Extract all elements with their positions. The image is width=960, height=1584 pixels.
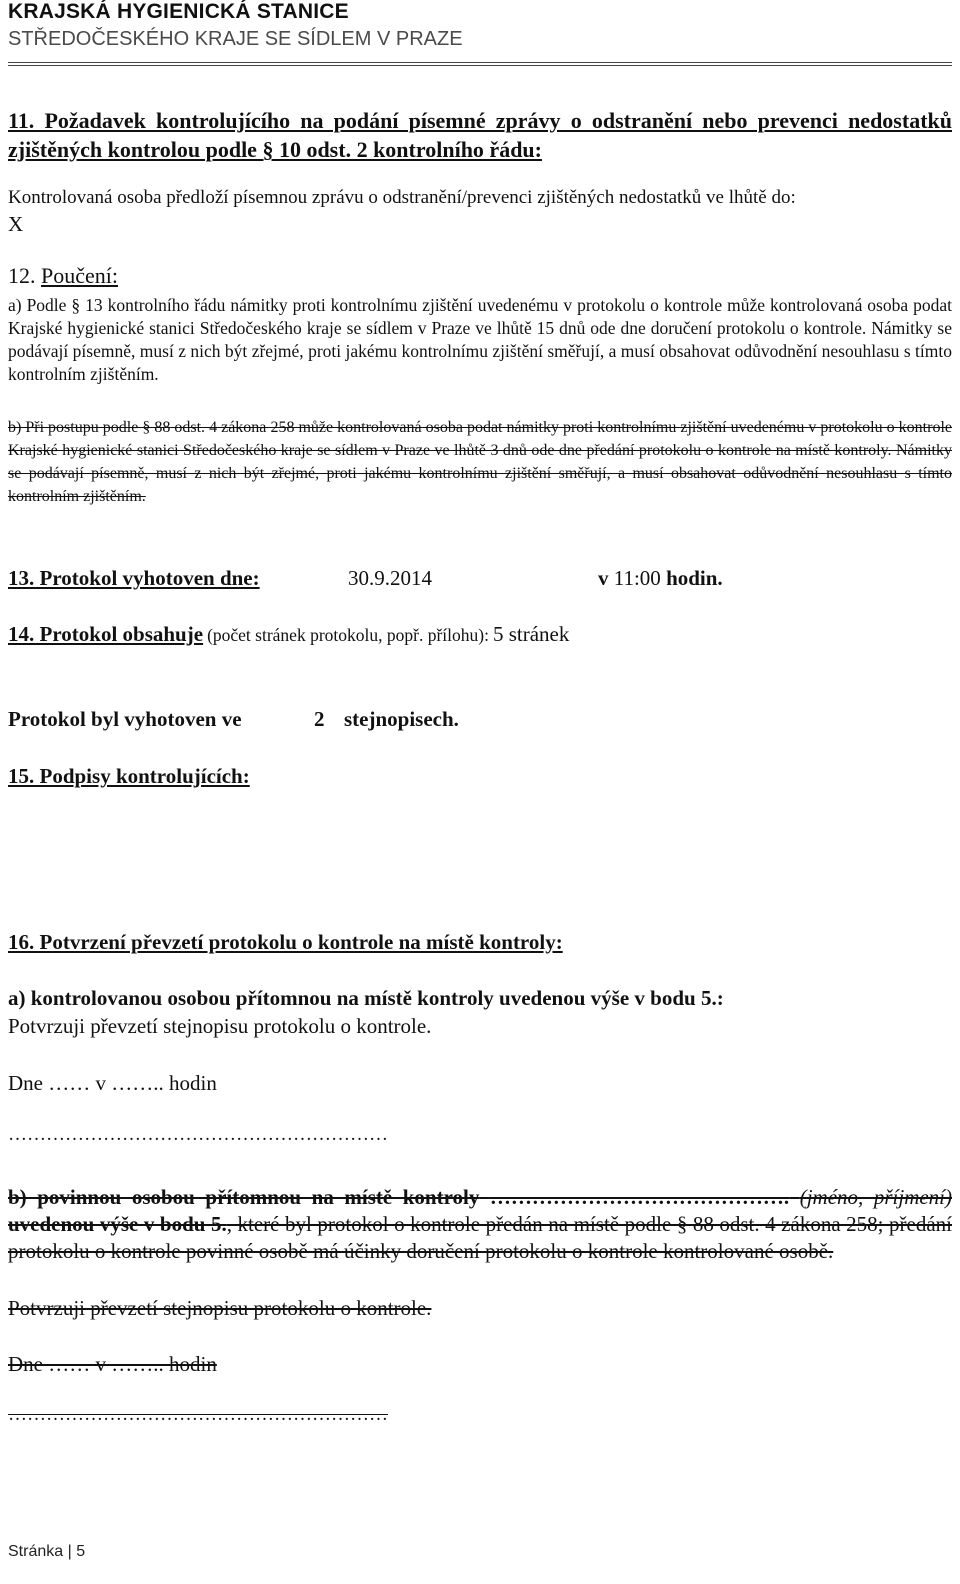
section-15-title: 15. Podpisy kontrolujících: xyxy=(8,764,250,788)
section-14 xyxy=(8,622,569,647)
section-16-a-date-line: Dne …… v …….. hodin xyxy=(8,1071,217,1095)
copies-count: 2 xyxy=(314,707,325,731)
section-16-b-name: (jméno, příjmení) xyxy=(799,1185,953,1209)
header-divider-2 xyxy=(8,65,952,66)
header-divider xyxy=(8,62,952,63)
section-12-title: Poučení: xyxy=(41,263,118,288)
section-16-a-title: a) kontrolovanou osobou přítomnou na místě kontroly uvedenou výše v bodu 5.: xyxy=(8,986,724,1010)
section-13-v: v xyxy=(598,566,609,590)
section-16-b-text: Potvrzuji převzetí stejnopisu protokolu o kontrole. xyxy=(8,1296,432,1320)
section-14-note: (počet stránek protokolu, popř. přílohu): xyxy=(207,625,489,645)
section-11-text: Kontrolovaná osoba předloží písemnou zprávu o odstranění/prevenci zjištěných nedostatků ve lhůtě do: xyxy=(8,187,796,208)
section-11-value: X xyxy=(8,212,24,236)
section-16-b-dots: ……………………………………. xyxy=(489,1185,790,1209)
section-14-value: 5 stránek xyxy=(492,622,570,646)
org-name: KRAJSKÁ HYGIENICKÁ STANICE xyxy=(8,0,349,23)
section-13-label: 13. Protokol vyhotoven dne: xyxy=(8,566,260,590)
section-14-label: 14. Protokol obsahuje xyxy=(8,622,204,646)
copies-unit: stejnopisech. xyxy=(344,707,459,731)
section-12-a: a) Podle § 13 kontrolního řádu námitky proti kontrolnímu zjištění uvedenému v protokolu o kontrole může kontrolovaná osoba podat Krajské hygienické stanici Středočeského kraje se sídlem v Praze ve lhůtě 15 dnů ode dne doručení protokolu o kontrole. Námitky se podávají písemně, musí z nich být zřejmé, proti jakému kontrolnímu zjištění směřují, a musí obsahovat odůvodnění nesouhlasu s tímto kontrolním zjištěním. xyxy=(8,295,952,384)
section-16-a-signature-line: …………………………………………………… xyxy=(8,1124,388,1145)
section-16-b xyxy=(8,1184,952,1265)
section-12-b: b) Při postupu podle § 88 odst. 4 zákona 258 může kontrolovaná osoba podat námitky proti kontrolnímu zjištění uvedenému v protokolu o kontrole Krajské hygienické stanici Středočeského kraje se sídlem v Praze ve lhůtě 3 dnů ode dne předání protokolu o kontrole na místě kontroly. Námitky se podávají písemně, musí z nich být zřejmé, proti jakému kontrolnímu zjištění směřují, a musí obsahovat odůvodnění nesouhlasu s tímto kontrolním zjištěním. xyxy=(8,419,952,505)
section-16-a-text: Potvrzuji převzetí stejnopisu protokolu o kontrole. xyxy=(8,1014,432,1038)
section-13-hodin: hodin. xyxy=(666,566,723,590)
section-16-b-signature-line: …………………………………………………… xyxy=(8,1404,388,1425)
section-12-number: 12. xyxy=(8,263,36,288)
copies-label: Protokol byl vyhotoven ve xyxy=(8,707,242,731)
section-16-b-rest: , které byl protokol o kontrole předán na místě podle § 88 odst. 4 zákona 258; předání protokolu o kontrole povinné osobě má účinky doručení protokolu o kontrole kontrolované osobě. xyxy=(8,1212,952,1263)
section-11-title: 11. Požadavek kontrolujícího na podání písemné zprávy o odstranění nebo prevenci nedostatků zjištěných kontrolou podle § 10 odst. 2 kontrolního řádu: xyxy=(8,108,952,162)
section-13-time xyxy=(598,566,723,591)
section-16-title: 16. Potvrzení převzetí protokolu o kontrole na místě kontroly: xyxy=(8,930,563,954)
section-12-heading xyxy=(8,263,952,289)
org-subtitle: STŘEDOČESKÉHO KRAJE SE SÍDLEM V PRAZE xyxy=(8,28,463,50)
section-16-b-uvedenou: uvedenou výše v bodu 5. xyxy=(8,1212,227,1236)
section-16-b-title: b) povinnou osobou přítomnou na místě kontroly xyxy=(8,1185,480,1209)
section-13-date: 30.9.2014 xyxy=(348,566,432,590)
section-13-time-value: 11:00 xyxy=(613,566,661,590)
section-16-b-date-line: Dne …… v …….. hodin xyxy=(8,1352,217,1376)
page-number: Stránka | 5 xyxy=(8,1543,86,1560)
